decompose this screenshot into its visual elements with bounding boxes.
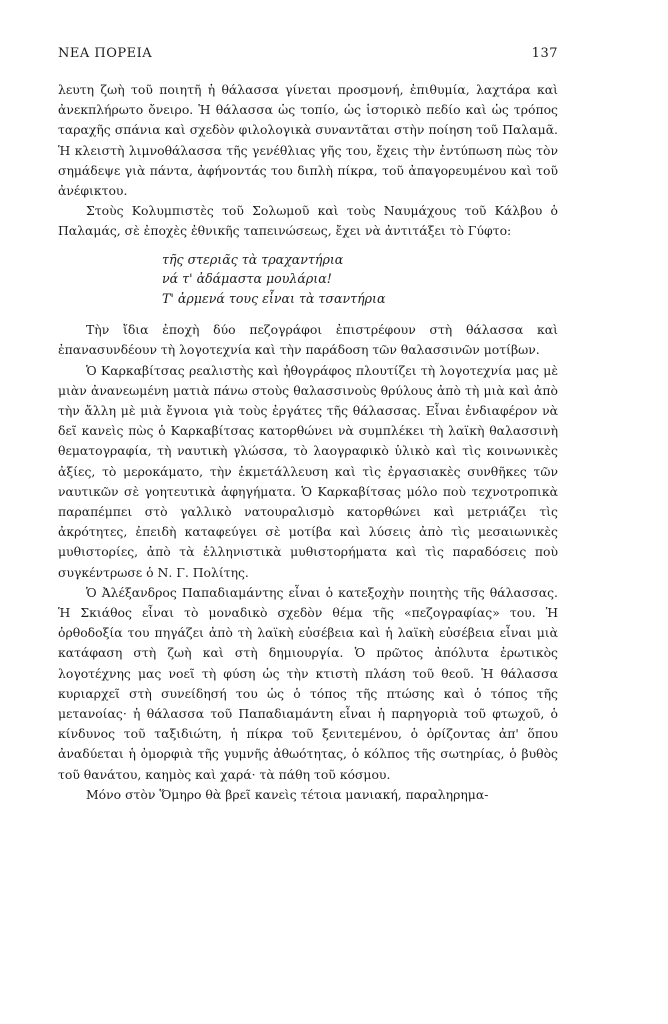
- paragraph: Ὁ Καρκαβίτσας ρεαλιστὴς καὶ ἠθογράφος πλουτίζει τὴ λογοτεχνία μας μὲ μιὰν ἀνανεωμένη ματιὰ πάνω στοὺς θαλασσινοὺς θρύλους ἀπὸ τὴ μιὰ καὶ ἀπὸ τὴν ἄλλη μὲ μιὰ ἔγνοια γιὰ τοὺς ἐργάτες τῆς θάλασσας. Εἶναι ἐνδιαφέρον νὰ δεῖ κανεὶς πὼς ὁ Καρκαβίτσας κατορθώνει νὰ συμπλέκει τὴ λαϊκὴ θαλασσινὴ θεματογραφία, τὴ ναυτικὴ γλώσσα, τὸ λαογραφικὸ ὑλικὸ καὶ τὶς κοινωνικὲς ἀξίες, τὸ μεροκάματο, τὴν ἐκμετάλλευση καὶ τὶς ἐργασιακὲς συνθῆκες τῶν ναυτικῶν σὲ γοητευτικὰ ἀφηγήματα. Ὁ Καρκαβίτσας μόλο ποὺ τεχνοτροπικὰ παραπέμπει στὸ γαλλικὸ νατουραλισμὸ κατορθώνει καὶ μετριάζει τὶς ἀκρότητες, ἐπειδὴ καταφεύγει σὲ μοτίβα καὶ λύσεις ἀπὸ τὶς μεσαιωνικὲς μυθιστορίες, ἀπὸ τὰ ἑλληνιστικὰ μυθιστορήματα καὶ τὶς παραδόσεις ποὺ συγκέντρωσε ὁ Ν. Γ. Πολίτης.: [58, 362, 558, 580]
- paragraph: Τὴν ἴδια ἐποχὴ δύο πεζογράφοι ἐπιστρέφουν στὴ θάλασσα καὶ ἐπανασυνδέουν τὴ λογοτεχνία καὶ τὴν παράδοση τῶν θαλασσινῶν μοτίβων.: [58, 322, 558, 358]
- verse-quote: [162, 250, 558, 309]
- running-title: ΝΕΑ ΠΟΡΕΙΑ: [58, 46, 153, 61]
- paragraph: λευτη ζωὴ τοῦ ποιητῆ ἡ θάλασσα γίνεται προσμονή, ἐπιθυμία, λαχτάρα καὶ ἀνεκπλήρωτο ὄνειρο. Ἡ θάλασσα ὡς τοπίο, ὡς ἱστορικὸ πεδίο καὶ ὡς τρόπος ταραχῆς σπάνια καὶ σχεδὸν φιλολογικὰ συναντᾶται στὴν ποίηση τοῦ Παλαμᾶ. Ἡ κλειστὴ λιμνοθάλασσα τῆς γενέθλιας γῆς του, ἔχεις τὴν ἐντύπωση πὼς τὸν σημάδεψε γιὰ πάντα, ἀφήνοντάς του διπλὴ πίκρα, τοῦ ἀπαγορευμένου καὶ τοῦ ἀνέφικτου.: [58, 82, 558, 199]
- verse-line: Τ' ἀρμενά τους εἶναι τὰ τσαντήρια: [162, 290, 386, 306]
- verse-line: τῆς στεριᾶς τὰ τραχαντήρια: [162, 251, 344, 267]
- verse-line: νά τ' ἀδάμαστα μουλάρια!: [162, 271, 332, 287]
- paragraph: Στοὺς Κολυμπιστὲς τοῦ Σολωμοῦ καὶ τοὺς Ναυμάχους τοῦ Κάλβου ὁ Παλαμάς, σὲ ἐποχὲς ἐθνικῆς ταπεινώσεως, ἔχει νὰ ἀντιτάξει τὸ Γύφτο:: [58, 203, 558, 239]
- paragraph: Μόνο στὸν Ὅμηρο θὰ βρεῖ κανεὶς τέτοια μανιακή, παραληρημα-: [86, 786, 489, 802]
- page-header: [58, 46, 558, 61]
- page-number: 137: [531, 46, 558, 61]
- body-text: [58, 80, 558, 805]
- paragraph: Ὁ Ἀλέξανδρος Παπαδιαμάντης εἶναι ὁ κατεξοχὴν ποιητὴς τῆς θάλασσας. Ἡ Σκιάθος εἶναι τὸ μοναδικὸ σχεδὸν θέμα τῆς «πεζογραφίας» του. Ἡ ὀρθοδοξία του πηγάζει ἀπὸ τὴ λαϊκὴ εὐσέβεια καὶ ἡ λαϊκὴ εὐσέβεια εἶναι μιὰ κατάφαση στὴ ζωὴ καὶ στὴ δημιουργία. Ὁ πρῶτος ἀπόλυτα ἐρωτικὸς λογοτέχνης μας νοεῖ τὴ φύση ὡς τὴν κτιστὴ πλάση τοῦ θεοῦ. Ἡ θάλασσα κυριαρχεῖ στὴ συνείδησή του ὡς ὁ τόπος τῆς πτώσης καὶ ὁ τόπος τῆς μετανοίας· ἡ θάλασσα τοῦ Παπαδιαμάντη εἶναι ἡ παρηγοριὰ τοῦ φτωχοῦ, ὁ κίνδυνος τοῦ ταξιδιώτη, ἡ πίκρα τοῦ ξενιτεμένου, ὁ ὀρίζοντας ἀπ' ὅπου ἀναδύεται ἡ ὀμορφιὰ τῆς γυμνῆς ἀθωότητας, ὁ κόλπος τῆς σωτηρίας, ὁ βυθὸς τοῦ θανάτου, καημὸς καὶ χαρά· τὰ πάθη τοῦ κόσμου.: [58, 584, 558, 782]
